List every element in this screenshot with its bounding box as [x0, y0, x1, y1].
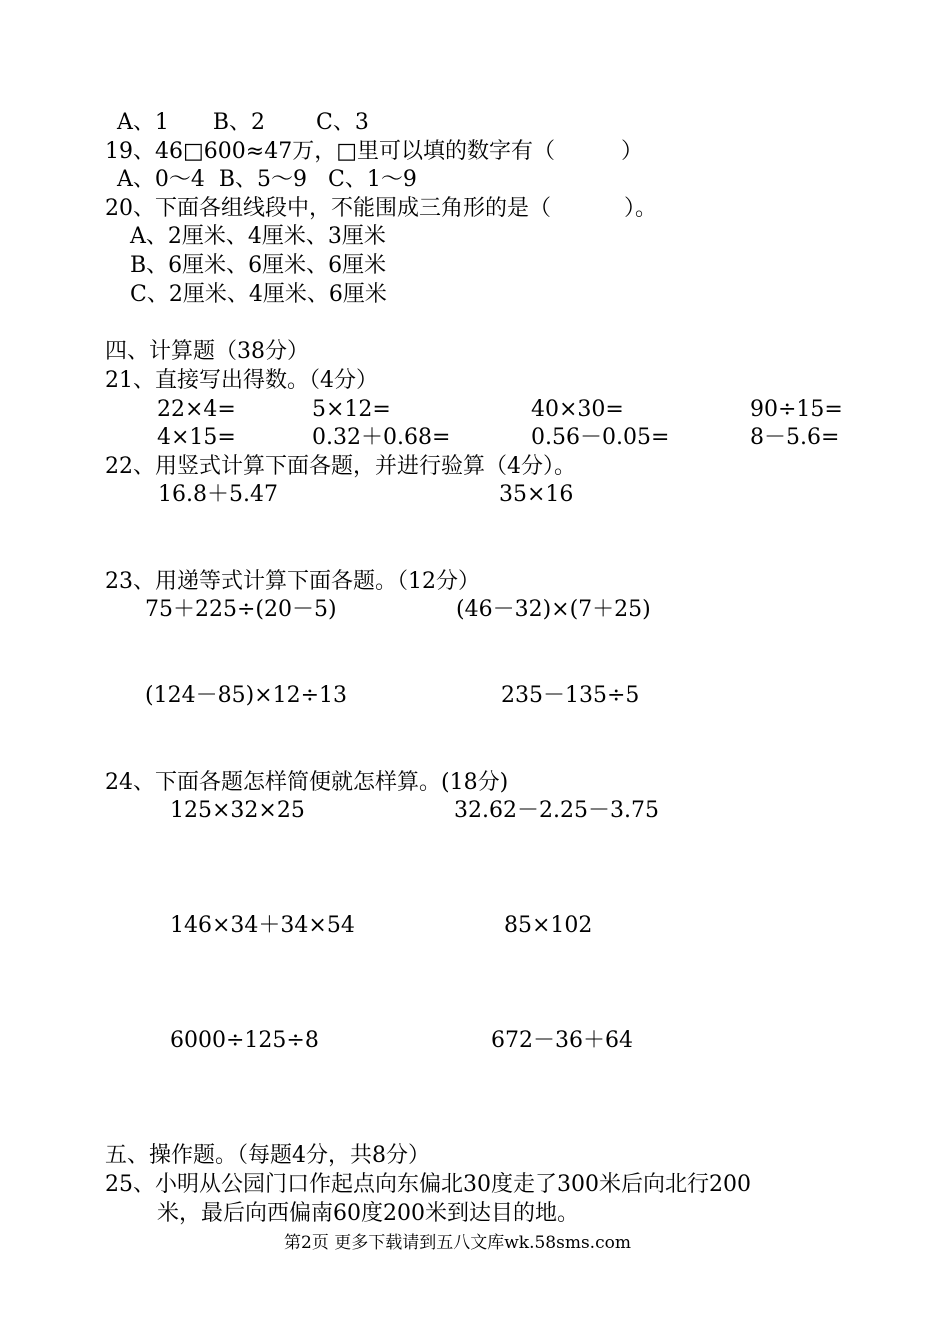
- q21-item: 90÷15=: [750, 397, 843, 422]
- q19-options: A、0～4 B、5～9 C、1～9: [117, 167, 417, 192]
- q23-item: 235－135÷5: [501, 683, 640, 708]
- q18-options: A、1 B、2 C、3: [117, 110, 369, 135]
- q20-option-a: A、2厘米、4厘米、3厘米: [130, 224, 386, 249]
- q21-item: 0.32＋0.68=: [312, 425, 451, 450]
- q24-item: 146×34＋34×54: [170, 913, 355, 938]
- page-footer: 第2页 更多下载请到五八文库wk.58sms.com: [284, 1233, 631, 1253]
- q21-title: 21、直接写出得数。（4分）: [105, 368, 378, 393]
- q25-line2: 米，最后向西偏南60度200米到达目的地。: [157, 1201, 579, 1226]
- q24-item: 672－36＋64: [491, 1028, 633, 1053]
- q22-item: 16.8＋5.47: [158, 482, 278, 507]
- q22-title: 22、用竖式计算下面各题，并进行验算（4分）。: [105, 454, 576, 479]
- section4-title: 四、计算题（38分）: [105, 339, 309, 364]
- q22-item: 35×16: [499, 482, 574, 507]
- q21-item: 8－5.6=: [750, 425, 840, 450]
- q21-item: 5×12=: [312, 397, 391, 422]
- q24-item: 85×102: [504, 913, 593, 938]
- q23-item: (124－85)×12÷13: [145, 683, 348, 708]
- q20-option-b: B、6厘米、6厘米、6厘米: [130, 253, 387, 278]
- q24-item: 125×32×25: [170, 798, 305, 823]
- q21-item: 4×15=: [157, 425, 236, 450]
- q21-item: 40×30=: [531, 397, 624, 422]
- section5-title: 五、操作题。（每题4分，共8分）: [105, 1143, 430, 1168]
- q21-item: 22×4=: [157, 397, 236, 422]
- q23-item: 75＋225÷(20－5): [145, 597, 337, 622]
- q20-question: 20、下面各组线段中，不能围成三角形的是（ ）。: [105, 196, 657, 221]
- q24-item: 32.62－2.25－3.75: [454, 798, 659, 823]
- q24-title: 24、下面各题怎样简便就怎样算。(18分): [105, 770, 509, 795]
- q24-item: 6000÷125÷8: [170, 1028, 319, 1053]
- q23-item: (46－32)×(7＋25): [456, 597, 651, 622]
- q21-item: 0.56－0.05=: [531, 425, 670, 450]
- q25-line1: 25、小明从公园门口作起点向东偏北30度走了300米后向北行200: [105, 1172, 751, 1197]
- q20-option-c: C、2厘米、4厘米、6厘米: [130, 282, 387, 307]
- q23-title: 23、用递等式计算下面各题。（12分）: [105, 569, 480, 594]
- q19-question: 19、46□600≈47万，□里可以填的数字有（ ）: [105, 139, 643, 164]
